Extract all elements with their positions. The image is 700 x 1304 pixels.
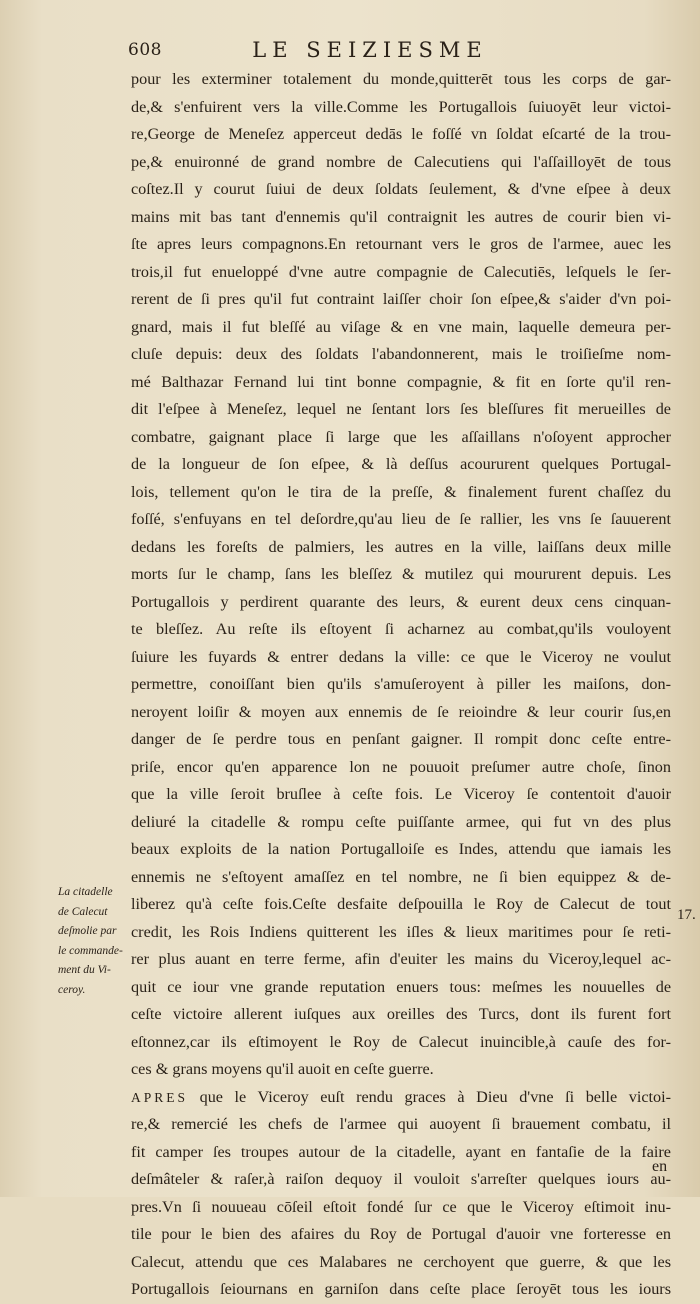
running-head: LE SEIZIESME bbox=[252, 38, 488, 62]
text-line: re,George de Meneſez apperceut dedās le foſſé vn ſoldat eſcarté de la trou- bbox=[131, 125, 671, 143]
text-line: rerent de ſi pres qu'il fut contraint laiſſer choir ſon eſpee,& s'aider d'vn poi- bbox=[131, 290, 671, 308]
marginal-note-line: deſmolie par bbox=[58, 925, 117, 937]
text-line: ſte apres leurs compagnons.En retournant vers le gros de l'armee, auec les bbox=[131, 235, 671, 253]
marginal-note bbox=[58, 883, 132, 1000]
small-caps-initial: APRES bbox=[131, 1089, 189, 1105]
marginal-note-line: de Calecut bbox=[58, 905, 108, 918]
text-line: deſmâteler & raſer,à raiſon dequoy il vouloit s'arreſter quelques iours au- bbox=[131, 1170, 671, 1188]
text-line: pe,& enuironné de grand nombre de Calecutiens qui l'aſſailloyēt de tous bbox=[131, 152, 671, 171]
text-line: Calecut, attendu que ces Malabares ne cerchoyent que guerre, & que les bbox=[131, 1252, 671, 1271]
text-line: danger de ſe perdre tous en penſant gaigner. Il rompit donc ceſte entre- bbox=[131, 730, 671, 748]
text-line: lois, tellement qu'on le tira de la preſſe, & finalement furent chaſſez du bbox=[131, 482, 671, 501]
text-line: neroyent loiſir & moyen aux ennemis de ſe reioindre & leur courir ſus,en bbox=[131, 702, 671, 721]
text-line: foſſé, s'enfuyans en tel deſordre,qu'au lieu de ſe rallier, les vns ſe ſauuerent bbox=[131, 510, 671, 528]
text-line: combatre, gaignant place ſi large que les aſſaillans n'oſoyent approcher bbox=[131, 427, 671, 446]
text-line: Portugallois ſeiournans en garniſon dans ceſte place ſeroyēt tous les iours bbox=[131, 1280, 671, 1298]
text-line-rest: que le Viceroy euſt rendu graces à Dieu d'vne ſi belle victoi- bbox=[188, 1087, 671, 1106]
text-line: que la ville ſeroit bruſlee à ceſte fois. Le Viceroy ſe contentoit d'auoir bbox=[131, 785, 671, 803]
text-line: de,& s'enfuirent vers la ville.Comme les Portugallois ſuiuoyēt leur victoi- bbox=[131, 97, 671, 116]
text-line: fit camper ſes troupes autour de la citadelle, ayant en fantaſie de la faire bbox=[131, 1142, 671, 1161]
text-line: quit ce iour vne grande reputation enuers tous: meſmes les nouuelles de bbox=[131, 977, 671, 996]
text-line: beaux exploits de la nation Portugalloiſe es Indes, attendu que iamais les bbox=[131, 840, 671, 858]
text-line: credit, les Rois Indiens quitterent les iſles & lieux maritimes pour ſe reti- bbox=[131, 922, 671, 941]
marginal-note-line: La citadelle bbox=[58, 886, 113, 898]
catchword: en bbox=[652, 1158, 668, 1175]
text-line: deliuré la citadelle & rompu ceſte puiſſante armee, qui fut vn des plus bbox=[131, 812, 671, 831]
text-line: tile pour le bien des afaires du Roy de Portugal d'auoir vne forteresse en bbox=[131, 1225, 671, 1243]
text-line: gnard, mais il fut bleſſé au viſage & en vne main, laquelle demeura per- bbox=[131, 317, 671, 336]
text-line: de la longueur de ſon eſpee, & là deſſus acoururent quelques Portugal- bbox=[131, 455, 671, 473]
paragraph-1 bbox=[131, 66, 671, 1084]
text-line: ennemis ne s'eſtoyent amaſſez en tel nombre, ne ſi bien equippez & de- bbox=[131, 867, 671, 886]
text-line: dedans les foreſts de palmiers, les autres en la ville, laiſſans deux mille bbox=[131, 537, 671, 556]
text-line: mé Balthazar Fernand lui tint bonne compagnie, & fit en ſorte qu'il ren- bbox=[131, 372, 671, 391]
text-line: ſuiure les fuyards & entrer dedans la ville: ce que le Viceroy ne voulut bbox=[131, 647, 671, 666]
marginal-note-line: ceroy. bbox=[58, 983, 86, 996]
text-line bbox=[131, 1084, 671, 1112]
text-line: permettre, conoiſſant bien qu'ils s'amuſeroyent à piller les maiſons, don- bbox=[131, 675, 671, 693]
page-number: 608 bbox=[128, 40, 162, 60]
margin-number: 17. bbox=[677, 907, 696, 923]
text-line: eſtonnez,car ils eſtimoyent le Roy de Calecut inuincible,à cauſe des for- bbox=[131, 1032, 671, 1051]
text-line: ces & grans moyens qu'il auoit en ceſte guerre. bbox=[131, 1060, 434, 1078]
text-line: dit l'eſpee à Meneſez, lequel ne ſentant lors ſes bleſſures fit merueilles de bbox=[131, 400, 671, 418]
text-line: pres.Vn ſi nouueau cōſeil eſtoit fondé ſur ce que le Viceroy eſtimoit inu- bbox=[131, 1197, 671, 1216]
text-line: trois,il fut enueloppé d'vne autre compagnie de Calecutiēs, leſquels le ſer- bbox=[131, 262, 671, 281]
main-text-block bbox=[131, 66, 671, 1304]
marginal-note-line: ment du Vi- bbox=[58, 964, 111, 976]
text-line: re,& remercié les chefs de l'armee qui auoyent ſi brauement combatu, il bbox=[131, 1115, 671, 1133]
paragraph-2 bbox=[131, 1084, 671, 1304]
text-line: cluſe depuis: deux des ſoldats l'abandonnerent, mais le troiſieſme nom- bbox=[131, 345, 671, 363]
text-line: morts ſur le champ, ſans les bleſſez & mutilez qui moururent depuis. Les bbox=[131, 565, 671, 583]
text-line: te bleſſez. Au reſte ils eſtoyent ſi acharnez au combat,qu'ils vouloyent bbox=[131, 620, 671, 638]
text-line: coſtez.Il y courut ſuiui de deux ſoldats ſeulement, & d'vne eſpee à deux bbox=[131, 180, 671, 198]
text-line: pour les exterminer totalement du monde,quitterēt tous les corps de gar- bbox=[131, 70, 671, 88]
text-line: priſe, encor qu'en apparence lon ne pouuoit preſumer autre choſe, ſinon bbox=[131, 757, 671, 776]
text-line: ceſte victoire allerent iuſques aux oreilles des Turcs, dont ils furent fort bbox=[131, 1005, 671, 1023]
marginal-note-line: le commande- bbox=[58, 944, 123, 957]
text-line: rer plus auant en terre ferme, afin d'euiter les mains du Viceroy,lequel ac- bbox=[131, 950, 671, 968]
text-line: Portugallois y perdirent quarante des leurs, & eurent deux cens cinquan- bbox=[131, 592, 671, 611]
text-line: liberez qu'à ceſte fois.Ceſte desfaite deſpouilla le Roy de Calecut de tout bbox=[131, 895, 671, 913]
text-line: mains mit bas tant d'ennemis qu'il contraignit les autres de courir bien vi- bbox=[131, 207, 671, 226]
